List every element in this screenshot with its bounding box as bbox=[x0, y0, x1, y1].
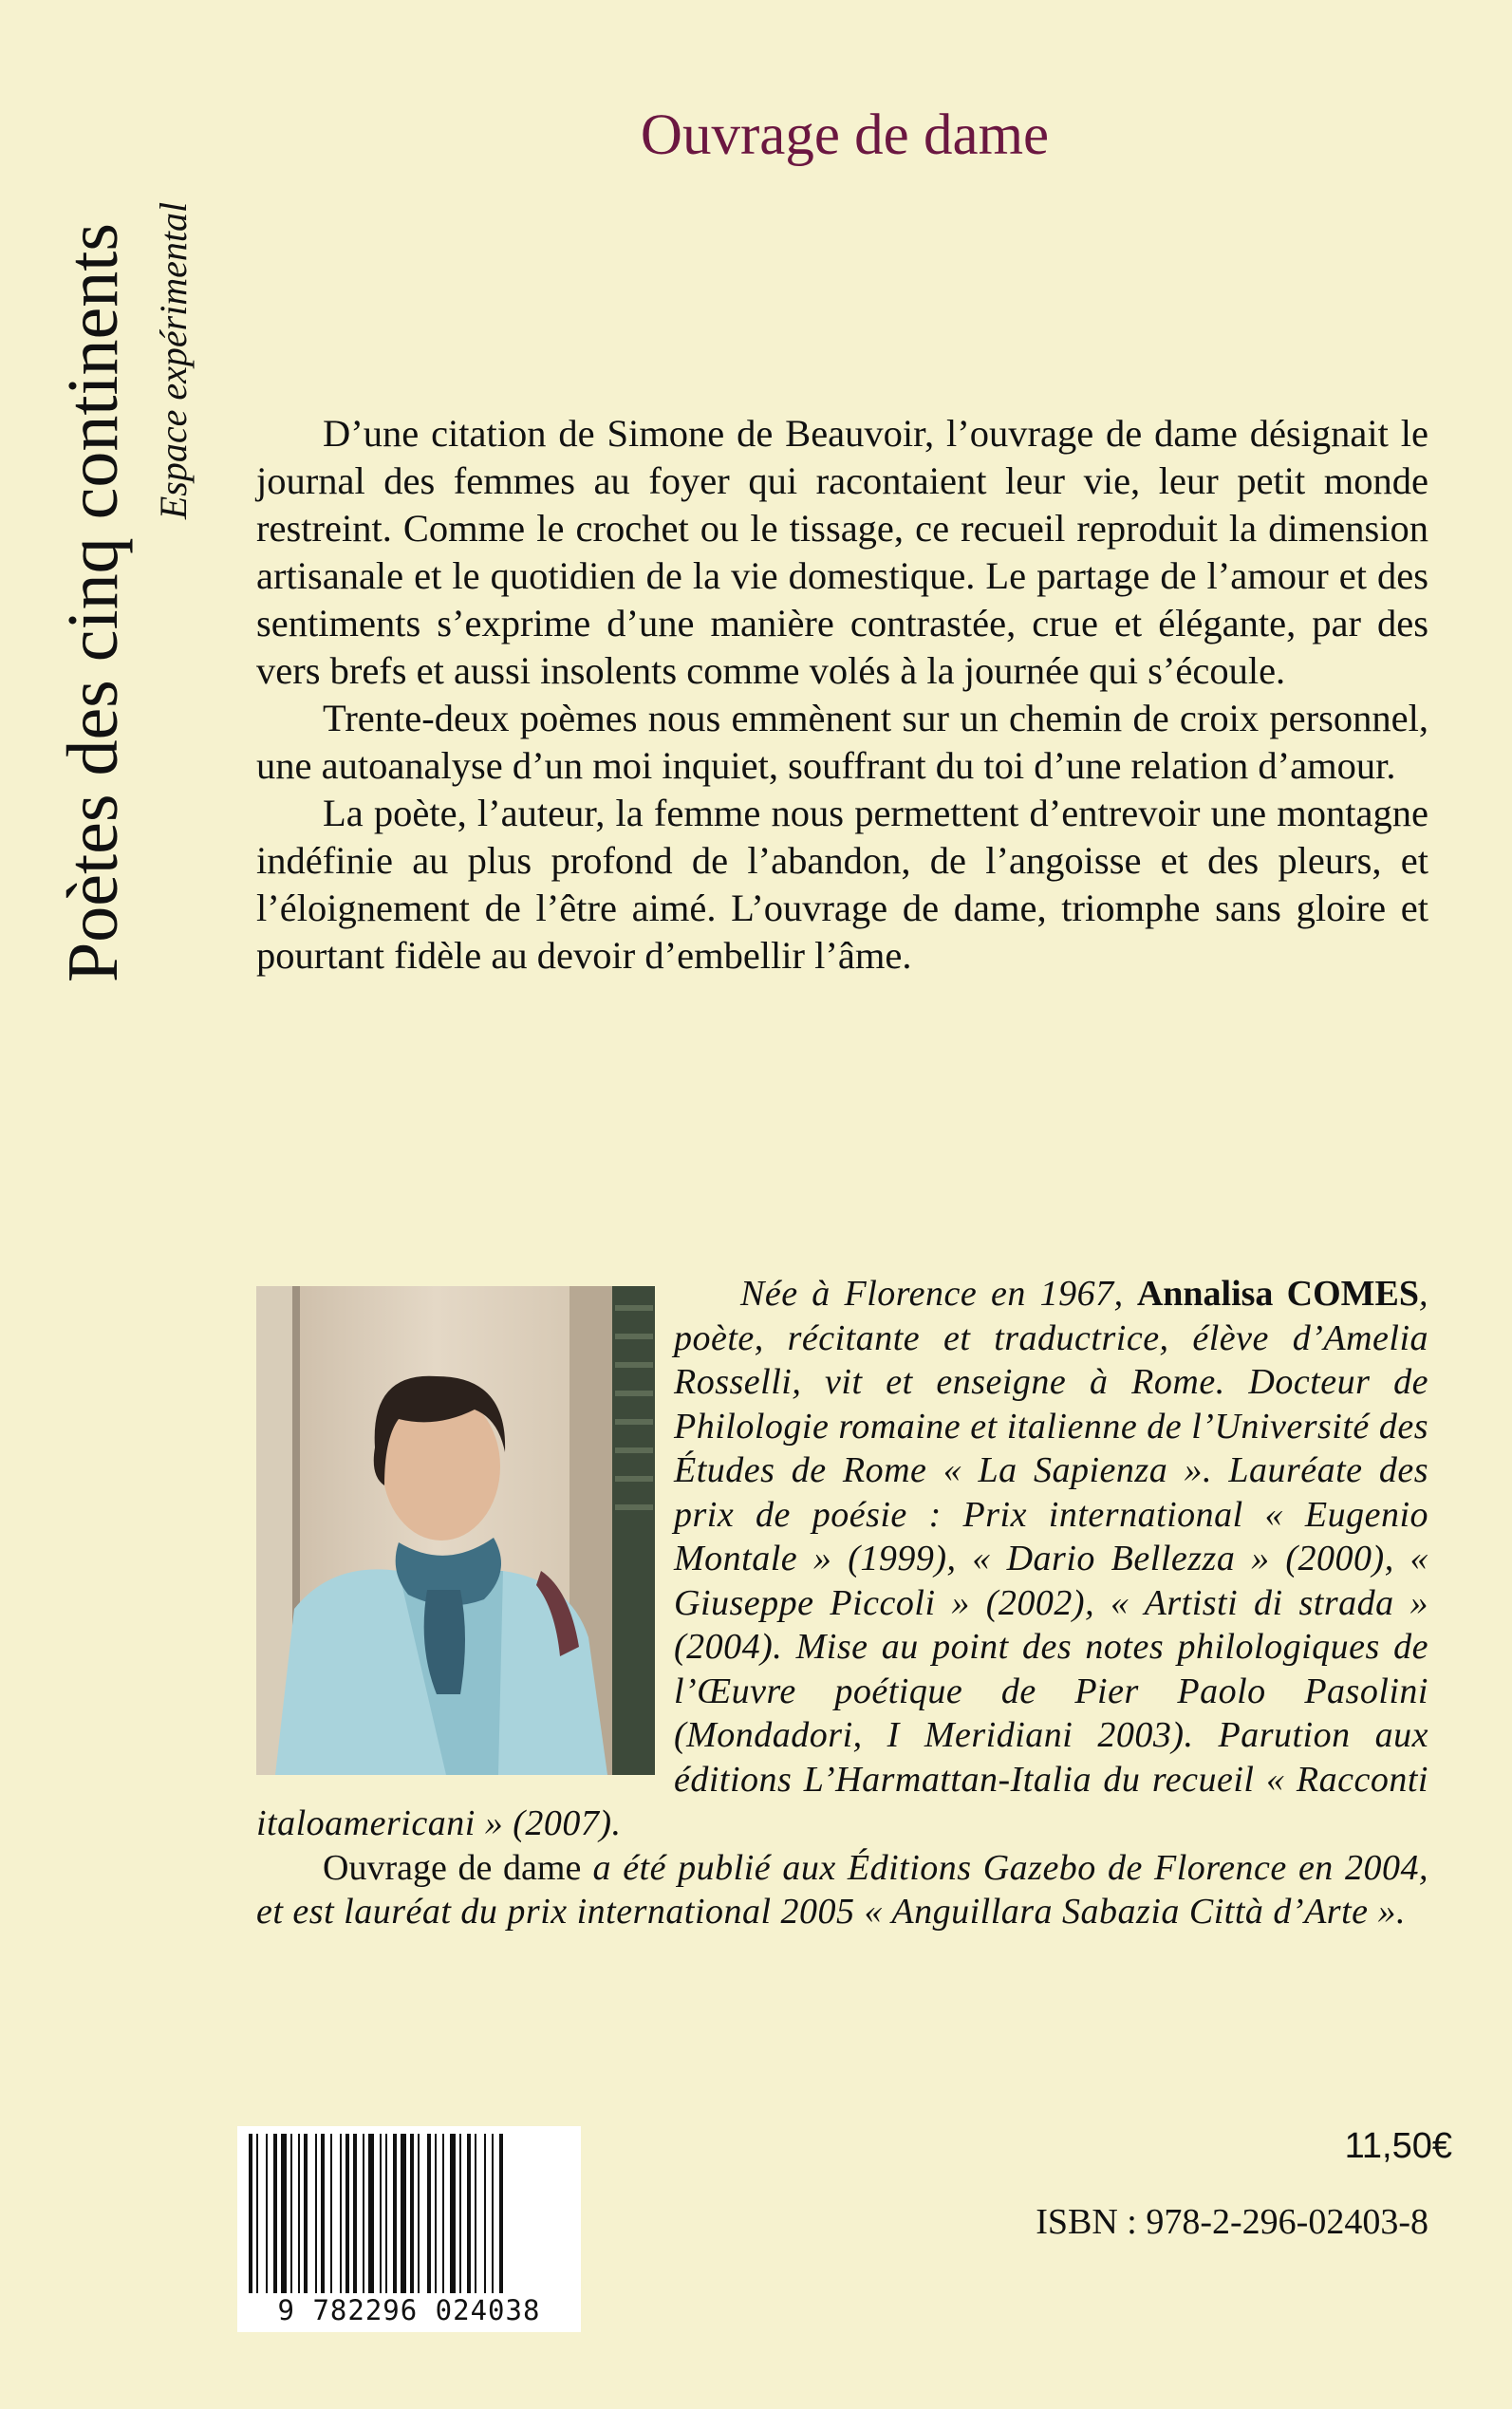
blurb-paragraph: La poète, l’auteur, la femme nous permettent d’entrevoir une montagne indéfinie au plus profond de l’abandon, de l’angoisse et des pleurs, et l’éloignement de l’être aimé. L’ouvrage de dame, triomphe sans gloire et pourtant fidèle au devoir d’embellir l’âme. bbox=[256, 792, 1428, 977]
series-subtitle: Espace expérimental bbox=[152, 201, 195, 520]
author-biography bbox=[256, 1272, 1428, 1934]
bio-text: , poète, récitante et traductrice, élève d’Amelia Rosselli, vit et enseigne à Rome. Docteur de Philologie romaine et italienne de l’Université des Études de Rome « La Sapienza ». Lauréate des prix de poésie : Prix international « Eugenio Montale » (1999), « Dario Bellezza » (2000), « Giuseppe Piccoli » (2002), « Artisti di strada » (2004). Mise au point des notes philologiques de l’Œuvre poétique de Pier Paolo Pasolini (Mondadori, I Meridiani 2003). Parution aux éditions L’Harmattan-Italia du recueil « Racconti italoamericani » (2007). bbox=[256, 1274, 1428, 1843]
isbn: ISBN : 978-2-296-02403-8 bbox=[1036, 2202, 1428, 2242]
back-cover-blurb bbox=[256, 410, 1428, 980]
author-name: Annalisa COMES bbox=[1136, 1274, 1419, 1314]
price: 11,50€ bbox=[1344, 2126, 1452, 2166]
book-title: Ouvrage de dame bbox=[640, 103, 1050, 167]
barcode bbox=[237, 2126, 581, 2332]
bio-lead: Née à Florence en 1967, bbox=[740, 1274, 1124, 1314]
blurb-paragraph: D’une citation de Simone de Beauvoir, l’ouvrage de dame désignait le journal des femmes au foyer qui racontaient leur vie, leur petit monde restreint. Comme le crochet ou le tissage, ce recueil reproduit la dimension artisanale et le quotidien de la vie domestique. Le partage de l’amour et des sentiments s’exprime d’une manière contrastée, crue et élégante, par des vers brefs et aussi insolents comme volés à la journée qui s’écoule. bbox=[256, 412, 1428, 692]
bio-note-title: Ouvrage de dame bbox=[323, 1847, 582, 1888]
barcode-digits: 9 782296 024038 bbox=[277, 2294, 541, 2326]
bio-note-text: a été publié aux Éditions Gazebo de Florence en 2004, et est lauréat du prix international 2005 « Anguillara Sabazia Città d’Arte ». bbox=[256, 1847, 1428, 1932]
barcode-bars bbox=[237, 2126, 581, 2297]
blurb-paragraph: Trente-deux poèmes nous emmènent sur un chemin de croix personnel, une autoanalyse d’un moi inquiet, souffrant du toi d’une relation d’amour. bbox=[256, 697, 1428, 787]
series-title: Poètes des cinq continents bbox=[53, 223, 133, 982]
